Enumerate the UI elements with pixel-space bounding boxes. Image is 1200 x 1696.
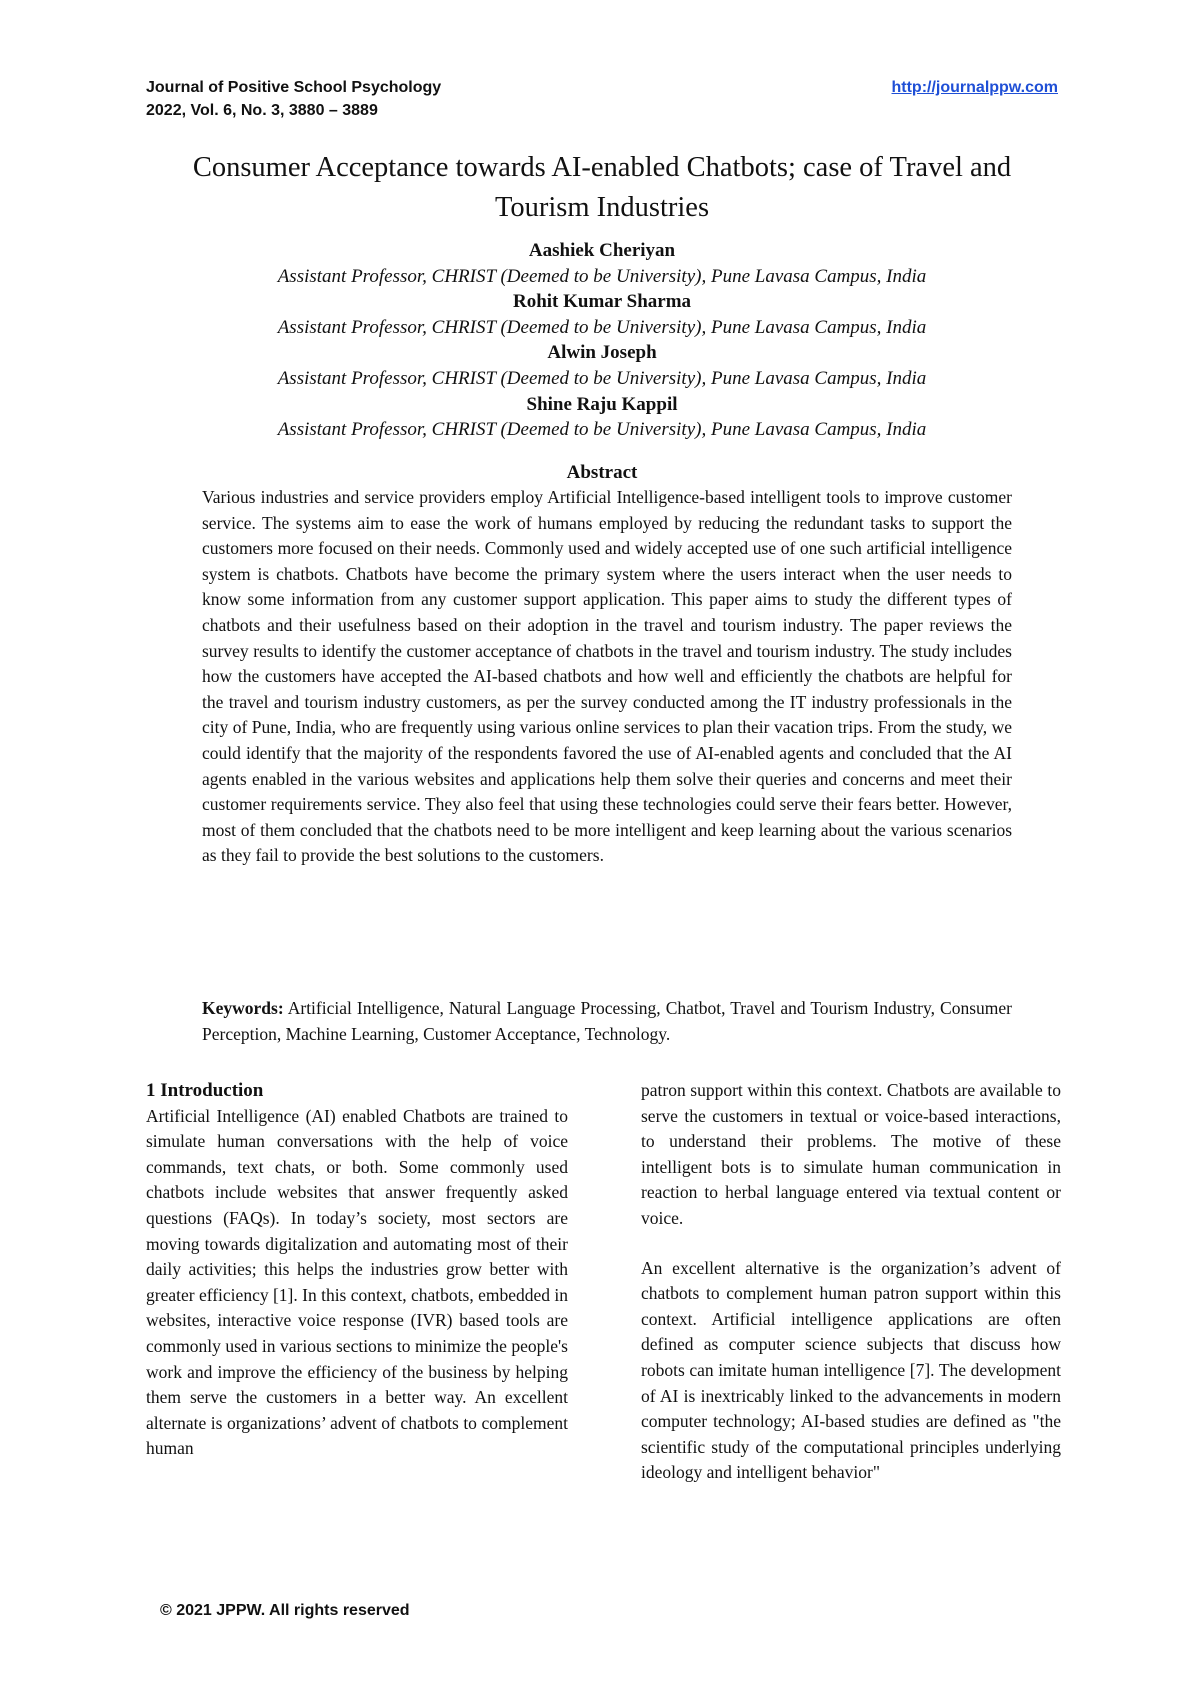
journal-header bbox=[146, 76, 1058, 122]
journal-name: Journal of Positive School Psychology bbox=[146, 79, 442, 96]
paper-title: Consumer Acceptance towards AI-enabled Chatbots; case of Travel and Tourism Industries bbox=[192, 152, 1012, 223]
author-name: Shine Raju Kappil bbox=[526, 393, 678, 415]
section-heading: 1 Introduction bbox=[146, 1080, 264, 1101]
author-name: Alwin Joseph bbox=[547, 342, 657, 364]
abstract-heading: Abstract bbox=[566, 462, 638, 483]
author-affiliation: Assistant Professor, CHRIST (Deemed to be University), Pune Lavasa Campus, India bbox=[277, 367, 927, 389]
abstract-text: Various industries and service providers employ Artificial Intelligence-based intelligent tools to improve customer service. The systems aim to ease the work of humans employed by reducing the redundant tasks to support the customers more focused on their needs. Commonly used and widely accepted use of one such artificial intelligence system is chatbots. Chatbots have become the primary system where the users interact when the user needs to know some information from any customer support application. This paper aims to study the different types of chatbots and their usefulness based on their adoption in the travel and tourism industry. The paper reviews the survey results to identify the customer acceptance of chatbots in the travel and tourism industry. The study includes how the customers have accepted the AI-based chatbots and how well and efficiently the chatbots are helpful for the travel and tourism industry customers, as per the survey conducted among the IT industry professionals in the city of Pune, India, who are frequently using various online services to plan their vacation trips. From the study, we could identify that the majority of the respondents favored the use of AI-enabled agents and concluded that the AI agents enabled in the various websites and applications help them solve their queries and concerns and meet their customer requirements service. They also feel that using these technologies could serve their fears better. However, most of them concluded that the chatbots need to be more intelligent and keep learning about the various scenarios as they fail to provide the best solutions to the customers. bbox=[202, 487, 1012, 866]
author-name: Aashiek Cheriyan bbox=[528, 240, 676, 261]
keywords-label: Keywords: bbox=[202, 998, 284, 1018]
author-affiliation: Assistant Professor, CHRIST (Deemed to be University), Pune Lavasa Campus, India bbox=[277, 316, 927, 338]
author-list bbox=[146, 238, 1058, 443]
intro-paragraph: Artificial Intelligence (AI) enabled Chatbots are trained to simulate human conversations with the help of voice commands, text chats, or both. Some commonly used chatbots include websites that answer frequently asked questions (FAQs). In today’s society, most sectors are moving towards digitalization and automating most of their daily activities; this helps the industries grow better with greater efficiency [1]. In this context, chatbots, embedded in websites, interactive voice response (IVR) based tools are commonly used in various sections to minimize the people's work and improve the efficiency of the business by helping them serve the customers in a better way. An excellent alternate is organizations’ advent of chatbots to complement human bbox=[146, 1105, 568, 1459]
keywords-text: Artificial Intelligence, Natural Language Processing, Chatbot, Travel and Tourism Industry, Consumer Perception, Machine Learning, Customer Acceptance, Technology. bbox=[202, 998, 1012, 1044]
author-affiliation: Assistant Professor, CHRIST (Deemed to be University), Pune Lavasa Campus, India bbox=[277, 419, 927, 441]
journal-url-link[interactable]: http://journalppw.com bbox=[891, 79, 1058, 96]
volume-info: 2022, Vol. 6, No. 3, 3880 – 3889 bbox=[146, 102, 378, 119]
keywords bbox=[202, 996, 1012, 1047]
intro-paragraph-continued: patron support within this context. Chatbots are available to serve the customers in textual or voice-based interactions, to understand their problems. The motive of these intelligent bots is to simulate human communication in reaction to herbal language entered via textual content or voice. bbox=[641, 1080, 1061, 1228]
left-column bbox=[146, 1078, 568, 1462]
author-affiliation: Assistant Professor, CHRIST (Deemed to be University), Pune Lavasa Campus, India bbox=[277, 265, 927, 287]
author-name: Rohit Kumar Sharma bbox=[512, 291, 692, 313]
right-column bbox=[641, 1078, 1061, 1486]
intro-paragraph: An excellent alternative is the organization’s advent of chatbots to complement human patron support within this context. Artificial intelligence applications are often defined as computer science subjects that discuss how robots can imitate human intelligence [7]. The development of AI is inextricably linked to the advancements in modern computer technology; AI-based studies are defined as "the scientific study of the computational principles underlying ideology and intelligent behavior" bbox=[641, 1257, 1061, 1483]
copyright-footer: © 2021 JPPW. All rights reserved bbox=[160, 1602, 410, 1619]
